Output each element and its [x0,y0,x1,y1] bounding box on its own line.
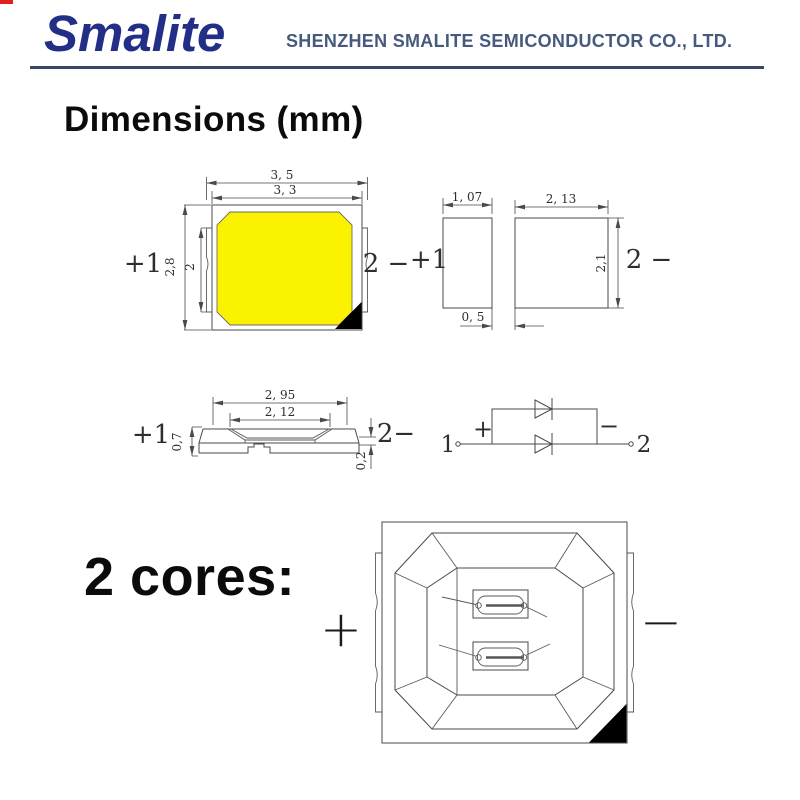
dim-label: 2, 12 [264,405,296,419]
bottom-pad-view-diagram [409,180,680,340]
dim-lead-height [354,418,376,471]
circuit-schematic [435,390,670,465]
right-terminal-tab [627,553,634,712]
dim-label: 2 [183,263,197,271]
page-title: Dimensions (mm) [64,100,364,139]
bond-wire [527,644,551,655]
dim-label: 2, 13 [545,192,577,206]
left-terminal-tab [376,553,383,712]
dim-inner-width [212,183,362,204]
company-name: SHENZHEN SMALITE SEMICONDUCTOR CO., LTD. [286,31,733,51]
header-divider [30,66,764,69]
emitter-area [217,212,352,325]
terminal-node-2 [629,442,633,446]
dim-label: 3, 3 [273,183,297,197]
terminal-node-1 [456,442,460,446]
dim-terminal-height [183,228,206,312]
cores-label: 2 cores: [84,547,296,607]
pin-label-cathode: 2 − [362,249,410,279]
dim-label: 0,7 [170,432,184,452]
top-view-diagram [110,160,410,345]
brand-logo: Smalite [44,5,226,62]
minus-label: − [640,593,682,651]
bond-wire [527,607,548,617]
reflector-cup [395,533,614,729]
bond-wire [442,597,476,605]
package-outline [382,522,627,743]
dim-label: 0, 5 [461,310,485,324]
plus-label: + [320,600,362,658]
pin-label-anode: +1 [123,249,163,279]
plus-label: + [472,415,494,443]
corner-red-mark [0,0,13,4]
dim-label: 2, 95 [264,388,296,402]
side-profile-diagram [130,385,420,485]
dim-inner-width [230,405,330,427]
dim-pad-gap [460,308,544,330]
dim-body-height [170,427,202,456]
dim-left-pad-width [443,190,492,214]
left-terminal-tab [207,228,213,312]
dim-pad-height [594,218,624,308]
dim-label: 2,1 [594,253,608,273]
pin-label-cathode: 2− [376,419,416,449]
pin-label-anode: +1 [131,420,171,450]
minus-label: − [598,412,620,440]
package-profile [199,429,359,453]
dim-label: 2,8 [163,257,177,277]
dim-label: 0,2 [354,451,368,471]
dim-right-pad-width [515,192,608,214]
internal-core-view-diagram [310,515,690,755]
dim-label: 1, 07 [451,190,483,204]
anode-pad [443,218,492,308]
dim-label: 3, 5 [270,168,294,182]
led-core-2 [439,642,550,670]
terminal-label-2: 2 [636,432,652,458]
terminal-label-1: 1 [440,432,456,458]
led-core-1 [442,590,547,618]
pin-label-cathode: 2 − [625,245,673,275]
pin-label-anode: +1 [409,245,449,275]
